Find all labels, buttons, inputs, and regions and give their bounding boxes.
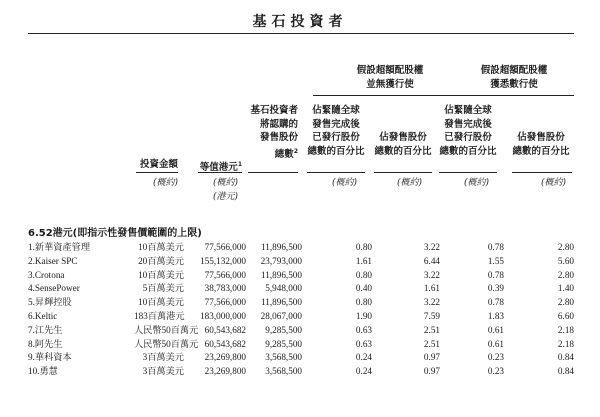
header-b-total-l1: 佔緊隨全球 (444, 105, 492, 116)
header-shares (238, 104, 298, 161)
b-pct-total: 0.61 (487, 338, 504, 349)
group-b-rule (436, 95, 574, 96)
a-pct-total: 0.80 (355, 269, 372, 280)
investor-table-body (28, 241, 574, 379)
header-b-total-underline (439, 172, 497, 173)
investment-amount: 20百萬美元 (138, 255, 184, 266)
investment-amount: 10百萬美元 (138, 297, 184, 308)
investment-amount: 人民幣50百萬元 (134, 338, 199, 349)
offer-shares: 11,896,500 (260, 297, 302, 308)
a-pct-offer: 2.51 (423, 324, 440, 335)
a-pct-total: 0.24 (355, 352, 372, 363)
hkd-equivalent: 77,566,000 (204, 269, 246, 280)
a-pct-total: 0.63 (355, 324, 372, 335)
b-pct-total: 0.78 (487, 269, 504, 280)
group-a-line1: 假設超額配股權 (356, 65, 424, 76)
table-row (28, 365, 574, 379)
a-pct-total: 1.61 (355, 255, 372, 266)
investment-amount: 3百萬美元 (142, 352, 184, 363)
header-shares-l1: 基石投資者 (250, 105, 298, 116)
header-b-total-l3: 已發行股份 (444, 132, 492, 143)
hkd-equivalent: 60,543,682 (204, 338, 246, 349)
offer-shares: 11,896,500 (260, 269, 302, 280)
investment-amount: 人民幣50百萬元 (134, 324, 199, 335)
group-b-header (448, 64, 580, 92)
b-pct-total: 0.61 (487, 324, 504, 335)
header-shares-l3: 發售股份 (259, 132, 298, 143)
table-row (28, 282, 574, 296)
b-pct-total: 1.55 (487, 255, 504, 266)
group-a-line2: 並無獲行使 (366, 79, 414, 90)
investor-name: 5.昇輝控股 (28, 297, 72, 308)
header-a-offer-l1: 佔發售股份 (379, 132, 427, 143)
investor-name: 6.Keltic (28, 310, 58, 321)
investor-name: 1.新華資產管理 (28, 242, 91, 252)
table-row (28, 296, 574, 310)
offer-shares: 23,793,000 (260, 255, 302, 266)
b-pct-offer: 1.40 (557, 283, 574, 294)
group-b-line1: 假設超額配股權 (480, 65, 548, 76)
unit-hkd: (港元) (212, 192, 238, 202)
b-pct-offer: 5.60 (557, 255, 574, 266)
hkd-equivalent: 183,000,000 (200, 310, 246, 321)
investor-table (28, 241, 574, 379)
header-shares-sup: 2 (293, 147, 298, 155)
a-pct-offer: 3.22 (423, 297, 440, 308)
unit-amount: (概約) (152, 178, 178, 188)
header-b-offer-l1: 佔發售股份 (517, 132, 565, 143)
investor-name: 10.勇慧 (28, 366, 58, 377)
header-a-offer-underline (374, 172, 432, 173)
hkd-equivalent: 155,132,000 (200, 255, 246, 266)
b-pct-total: 1.83 (487, 310, 504, 321)
header-a-total-l2: 發售完成後 (312, 118, 360, 130)
group-a-header (330, 64, 450, 92)
b-pct-offer: 2.18 (557, 324, 574, 335)
hkd-equivalent: 38,783,000 (204, 283, 246, 294)
unit-b-total: (概約) (463, 178, 489, 188)
hkd-equivalent: 77,566,000 (204, 242, 246, 252)
a-pct-total: 0.63 (355, 338, 372, 349)
table-row (28, 241, 574, 255)
b-pct-offer: 2.18 (557, 338, 574, 349)
a-pct-offer: 7.59 (423, 310, 440, 321)
unit-b-offer: (概約) (540, 178, 566, 188)
section-label: 6.52港元(即指示性發售價範圍的上限) (28, 228, 202, 239)
offer-shares: 3,568,500 (265, 352, 302, 363)
header-b-offer-l2: 總數的百分比 (512, 145, 570, 157)
unit-hkd-approx: (概約) (212, 178, 238, 188)
investment-amount: 10百萬美元 (138, 269, 184, 280)
a-pct-total: 0.80 (355, 242, 372, 252)
header-hkd-equiv-text: 等值港元 (199, 162, 238, 174)
page-title: 基石投資者 (252, 14, 348, 30)
header-shares-l4 (238, 145, 298, 162)
table-row (28, 310, 574, 324)
header-a-total-l3: 已發行股份 (312, 132, 360, 143)
investment-amount: 183百萬港元 (134, 310, 185, 321)
investment-amount: 3百萬美元 (142, 366, 184, 377)
b-pct-total: 0.23 (487, 352, 504, 363)
unit-a-total: (概約) (331, 178, 357, 188)
table-row (28, 255, 574, 269)
hkd-equivalent: 77,566,000 (204, 297, 246, 308)
b-pct-total: 0.78 (487, 242, 504, 252)
investment-amount: 5百萬美元 (142, 283, 184, 294)
table-row (28, 351, 574, 365)
header-b-pct-total (437, 104, 499, 158)
header-amount: 投資金額 (139, 159, 178, 170)
b-pct-total: 0.78 (487, 297, 504, 308)
header-a-pct-total (305, 104, 367, 158)
header-hkd-sup: 1 (237, 161, 242, 168)
header-amount-underline (136, 172, 178, 173)
investor-name: 2.Kaiser SPC (28, 255, 78, 266)
offer-shares: 9,285,500 (265, 324, 302, 335)
header-shares-l2: 將認購的 (259, 118, 298, 130)
a-pct-offer: 3.22 (423, 269, 440, 280)
table-row (28, 269, 574, 283)
header-shares-l4-text: 總數 (274, 148, 294, 160)
table-row (28, 338, 574, 352)
b-pct-total: 0.39 (487, 283, 504, 294)
header-a-pct-offer (372, 131, 434, 158)
investor-name: 8.阿先生 (28, 338, 63, 349)
a-pct-total: 0.24 (355, 366, 372, 377)
b-pct-offer: 0.84 (557, 352, 574, 363)
a-pct-total: 1.90 (355, 310, 372, 321)
a-pct-offer: 6.44 (423, 255, 440, 266)
group-b-line2: 獲悉數行使 (490, 79, 538, 90)
header-a-total-l4: 總數的百分比 (307, 145, 365, 157)
header-shares-underline (248, 172, 298, 173)
investor-name: 3.Crotona (28, 269, 65, 280)
header-a-total-underline (307, 172, 365, 173)
a-pct-offer: 1.61 (423, 283, 440, 294)
a-pct-offer: 3.22 (423, 242, 440, 252)
header-b-pct-offer (508, 131, 574, 158)
header-hkd-underline (198, 172, 242, 173)
offer-shares: 11,896,500 (260, 242, 302, 252)
a-pct-total: 0.80 (355, 297, 372, 308)
hkd-equivalent: 60,543,682 (204, 324, 246, 335)
a-pct-total: 0.40 (355, 283, 372, 294)
b-pct-offer: 0.84 (557, 366, 574, 377)
unit-a-offer: (概約) (396, 178, 422, 188)
hkd-equivalent: 23,269,800 (204, 366, 246, 377)
investor-name: 9.華科資本 (28, 352, 72, 363)
investor-name: 4.SensePower (28, 283, 80, 294)
offer-shares: 28,067,000 (260, 310, 302, 321)
investor-name: 7.江先生 (28, 324, 63, 335)
investment-amount: 10百萬美元 (138, 242, 184, 252)
header-a-total-l1: 佔緊隨全球 (312, 105, 360, 116)
header-b-offer-underline (512, 172, 572, 173)
title-rule (28, 33, 574, 34)
a-pct-offer: 0.97 (423, 366, 440, 377)
offer-shares: 3,568,500 (265, 366, 302, 377)
b-pct-total: 0.23 (487, 366, 504, 377)
b-pct-offer: 6.60 (557, 310, 574, 321)
offer-shares: 5,948,000 (265, 283, 302, 294)
a-pct-offer: 0.97 (423, 352, 440, 363)
hkd-equivalent: 23,269,800 (204, 352, 246, 363)
b-pct-offer: 2.80 (557, 297, 574, 308)
a-pct-offer: 2.51 (423, 338, 440, 349)
header-b-total-l4: 總數的百分比 (439, 145, 497, 157)
header-b-total-l2: 發售完成後 (444, 118, 492, 130)
header-a-offer-l2: 總數的百分比 (374, 145, 432, 157)
table-row (28, 324, 574, 338)
b-pct-offer: 2.80 (557, 269, 574, 280)
offer-shares: 9,285,500 (265, 338, 302, 349)
b-pct-offer: 2.80 (557, 242, 574, 252)
